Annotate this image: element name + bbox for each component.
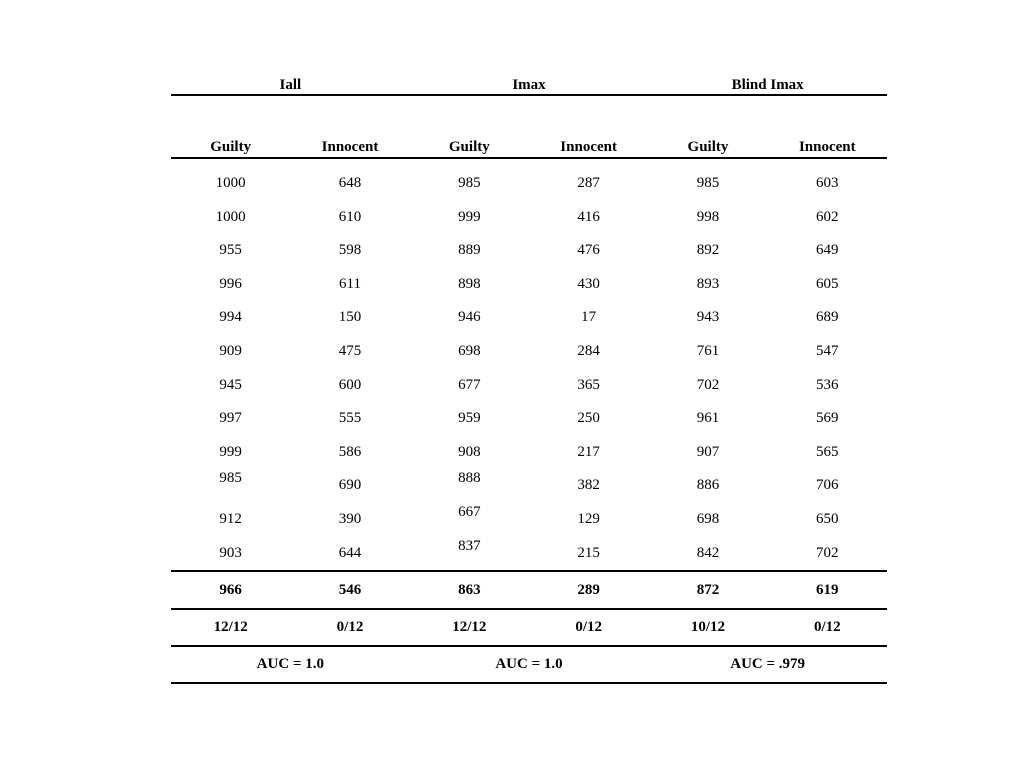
- table-cell: 536: [816, 376, 839, 393]
- column-header-innocent: Innocent: [321, 139, 379, 155]
- table-cell: 416: [577, 208, 600, 225]
- table-cell: 390: [338, 510, 362, 527]
- table-cell: 555: [338, 410, 362, 427]
- table-cell: 996: [219, 275, 242, 292]
- table-cell: 892: [696, 242, 720, 259]
- table-cell: 698: [458, 342, 481, 359]
- table-cell: 667: [458, 503, 481, 520]
- count-row: [171, 608, 887, 645]
- header-spacer: [171, 96, 887, 136]
- table-row: [171, 537, 887, 571]
- column-header-innocent: Innocent: [560, 139, 617, 155]
- table-cell: 955: [219, 242, 242, 259]
- table-cell: 702: [696, 376, 720, 393]
- table-row: [171, 402, 887, 436]
- table-cell: 898: [458, 275, 481, 292]
- table-row: [171, 503, 887, 537]
- table-cell: 1000: [215, 208, 246, 225]
- table-cell: 430: [577, 275, 600, 292]
- table-cell: 677: [458, 376, 481, 393]
- table-cell: 1000: [215, 175, 246, 191]
- group-header-blind-imax: Blind Imax: [731, 77, 804, 93]
- auc-row: [171, 645, 887, 684]
- table-row: [171, 268, 887, 302]
- auc-iall: AUC = 1.0: [256, 656, 324, 673]
- table-row: [171, 469, 887, 503]
- table-cell: 476: [577, 242, 600, 259]
- table-cell: 689: [816, 309, 839, 326]
- mean-cell: 619: [816, 582, 839, 599]
- table-cell: 994: [219, 309, 242, 326]
- table-cell: 959: [458, 410, 481, 427]
- table-cell: 946: [458, 309, 481, 326]
- table-cell: 702: [816, 544, 839, 561]
- table-cell: 605: [816, 275, 839, 292]
- table-cell: 909: [219, 342, 242, 359]
- table-cell: 761: [696, 342, 720, 359]
- table-cell: 999: [458, 208, 481, 225]
- group-header-imax: Imax: [512, 77, 546, 93]
- count-cell: 12/12: [213, 619, 248, 636]
- mean-cell: 966: [219, 582, 242, 599]
- count-cell: 0/12: [336, 619, 364, 636]
- table-cell: 603: [816, 175, 839, 191]
- table-cell: 602: [816, 208, 839, 225]
- table-cell: 985: [219, 470, 242, 487]
- table-row: [171, 234, 887, 268]
- table-cell: 943: [696, 309, 720, 326]
- table-cell: 706: [816, 477, 839, 494]
- table-cell: 17: [581, 309, 597, 326]
- table-cell: 907: [696, 443, 720, 460]
- table-cell: 842: [696, 544, 720, 561]
- table-row: [171, 369, 887, 403]
- table-cell: 129: [577, 510, 600, 527]
- table-cell: 945: [219, 376, 242, 393]
- table-cell: 382: [577, 477, 600, 494]
- table-cell: 837: [458, 537, 481, 554]
- table-cell: 908: [458, 443, 481, 460]
- mean-cell: 872: [696, 582, 720, 599]
- table-cell: 586: [338, 443, 362, 460]
- table-cell: 215: [577, 544, 600, 561]
- mean-cell: 863: [458, 582, 481, 599]
- table-cell: 997: [219, 410, 242, 427]
- column-header-guilty: Guilty: [210, 139, 252, 155]
- results-table: [171, 70, 887, 684]
- table-cell: 698: [696, 510, 720, 527]
- table-row: [171, 335, 887, 369]
- table-cell: 999: [219, 443, 242, 460]
- table-cell: 150: [338, 309, 362, 326]
- mean-row: [171, 570, 887, 608]
- table-cell: 985: [696, 175, 720, 191]
- table-cell: 985: [458, 175, 481, 191]
- auc-blind-imax: AUC = .979: [730, 656, 806, 673]
- table-row: [171, 201, 887, 235]
- group-header-iall: Iall: [279, 77, 302, 93]
- column-header-innocent: Innocent: [798, 139, 856, 155]
- count-cell: 10/12: [690, 619, 726, 636]
- table-cell: 250: [577, 410, 600, 427]
- table-cell: 565: [816, 443, 839, 460]
- count-cell: 0/12: [575, 619, 602, 636]
- count-cell: 12/12: [452, 619, 487, 636]
- column-header-row: [171, 136, 887, 159]
- table-row: [171, 301, 887, 335]
- table-cell: 611: [339, 275, 361, 292]
- table-cell: 547: [816, 342, 839, 359]
- table-cell: 284: [577, 342, 600, 359]
- table-cell: 600: [338, 376, 362, 393]
- group-header-row: [171, 70, 887, 96]
- table-cell: 475: [338, 342, 362, 359]
- table-cell: 569: [816, 410, 839, 427]
- table-cell: 888: [458, 470, 481, 487]
- table-cell: 912: [219, 510, 242, 527]
- table-cell: 648: [338, 175, 362, 191]
- table-cell: 598: [338, 242, 362, 259]
- auc-imax: AUC = 1.0: [495, 656, 563, 673]
- table-cell: 610: [338, 208, 362, 225]
- mean-cell: 289: [577, 582, 600, 599]
- table-cell: 893: [696, 275, 720, 292]
- column-header-guilty: Guilty: [448, 139, 490, 155]
- count-cell: 0/12: [813, 619, 841, 636]
- table-cell: 650: [816, 510, 839, 527]
- table-cell: 690: [338, 477, 362, 494]
- table-cell: 287: [577, 175, 600, 191]
- table-cell: 886: [696, 477, 720, 494]
- table-row: [171, 167, 887, 201]
- column-header-guilty: Guilty: [687, 139, 729, 155]
- table-cell: 649: [816, 242, 839, 259]
- table-cell: 644: [338, 544, 362, 561]
- mean-cell: 546: [338, 582, 362, 599]
- table-cell: 217: [577, 443, 600, 460]
- table-cell: 961: [696, 410, 720, 427]
- table-cell: 998: [696, 208, 720, 225]
- table-cell: 889: [458, 242, 481, 259]
- table-cell: 903: [219, 544, 242, 561]
- table-cell: 365: [577, 376, 600, 393]
